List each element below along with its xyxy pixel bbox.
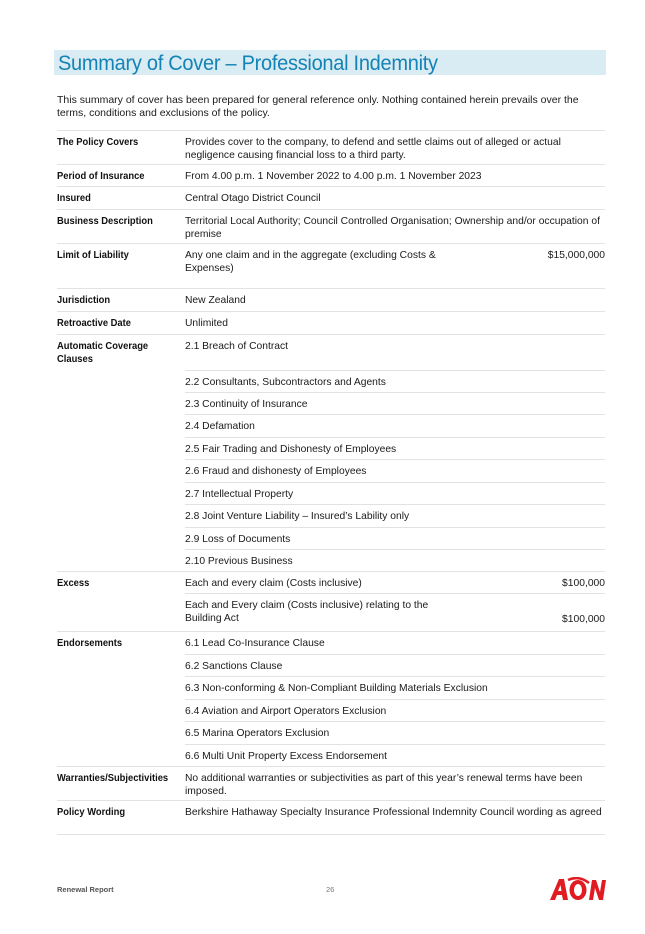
row-value-cell <box>185 550 605 572</box>
table-row <box>57 438 605 460</box>
table-row <box>57 745 605 767</box>
list-item: 2.8 Joint Venture Liability – Insured’s Lability only <box>185 511 410 522</box>
table-row <box>57 483 605 505</box>
list-item: 6.6 Multi Unit Property Excess Endorsement <box>185 751 388 762</box>
table-row <box>57 572 605 594</box>
limit-amount: $15,000,000 <box>547 250 605 261</box>
row-label-cell <box>57 165 185 187</box>
row-label-cell <box>57 393 185 415</box>
table-row <box>57 801 605 835</box>
row-value-cell <box>185 438 605 460</box>
table-row <box>57 187 605 210</box>
list-item: 6.1 Lead Co-Insurance Clause <box>185 638 325 649</box>
aon-logo-mark <box>549 877 607 901</box>
row-label-cell <box>57 505 185 528</box>
row-value-cell <box>185 632 605 655</box>
row-value-cell <box>185 371 605 393</box>
table-row <box>57 767 605 801</box>
row-value-jurisdiction: New Zealand <box>185 295 246 306</box>
row-value-cell <box>185 767 605 801</box>
table-row <box>57 460 605 483</box>
row-label-cell <box>57 722 185 745</box>
row-label-insured: Insured <box>57 193 91 204</box>
table-row <box>57 371 605 393</box>
row-value-cell <box>185 335 605 371</box>
row-value-cell <box>185 801 605 835</box>
row-label-cell <box>57 745 185 767</box>
list-item: 2.5 Fair Trading and Dishonesty of Employees <box>185 444 397 455</box>
row-label-cell <box>57 210 185 244</box>
table-row <box>57 165 605 187</box>
row-value-cell <box>185 165 605 187</box>
excess-description: Each and Every claim (Costs inclusive) relating to the Building Act <box>185 600 429 624</box>
row-value-cell <box>185 460 605 483</box>
excess-amount: $100,000 <box>562 614 605 625</box>
list-item: 2.10 Previous Business <box>185 556 293 567</box>
table-row <box>57 528 605 550</box>
row-label-excess: Excess <box>57 578 90 589</box>
row-value-cell <box>185 677 605 700</box>
row-value-cell <box>185 572 605 594</box>
row-label-cell <box>57 550 185 572</box>
row-value-policy-wording: Berkshire Hathaway Specialty Insurance Professional Indemnity Council wording as agreed <box>185 807 602 818</box>
table-row <box>57 594 605 632</box>
excess-line <box>185 594 605 627</box>
row-label-cell <box>57 460 185 483</box>
excess-amount: $100,000 <box>562 578 605 589</box>
row-label-cell <box>57 767 185 801</box>
row-value-cell <box>185 483 605 505</box>
footer-report-name: Renewal Report <box>57 885 114 894</box>
table-row <box>57 210 605 244</box>
row-label-cell <box>57 131 185 165</box>
table-row <box>57 722 605 745</box>
row-value-cell <box>185 700 605 722</box>
table-row <box>57 131 605 165</box>
excess-line <box>185 572 605 591</box>
list-item: 2.4 Defamation <box>185 421 255 432</box>
row-label-business-description: Business Description <box>57 216 153 227</box>
row-value-cell <box>185 655 605 677</box>
row-value-cell <box>185 393 605 415</box>
list-item: 6.5 Marina Operators Exclusion <box>185 728 330 739</box>
table-row <box>57 312 605 335</box>
row-label-cell <box>57 594 185 632</box>
page-title: Summary of Cover – Professional Indemnity <box>58 51 438 75</box>
row-label-cell <box>57 677 185 700</box>
row-value-cell <box>185 312 605 335</box>
list-item: 6.3 Non-conforming & Non-Compliant Building Materials Exclusion <box>185 683 488 694</box>
table-row <box>57 632 605 655</box>
row-label-cell <box>57 655 185 677</box>
list-item: 2.6 Fraud and dishonesty of Employees <box>185 466 367 477</box>
cover-summary-table <box>57 130 605 835</box>
list-item: 2.7 Intellectual Property <box>185 489 294 500</box>
row-label-period-of-insurance: Period of Insurance <box>57 171 145 182</box>
row-value-cell <box>185 745 605 767</box>
row-label-retroactive-date: Retroactive Date <box>57 318 131 329</box>
row-label-the-policy-covers: The Policy Covers <box>57 137 139 148</box>
row-label-cell <box>57 801 185 835</box>
row-label-cell <box>57 572 185 594</box>
row-label-cell <box>57 483 185 505</box>
row-label-jurisdiction: Jurisdiction <box>57 295 111 306</box>
list-item: 2.1 Breach of Contract <box>185 341 289 352</box>
row-value-cell <box>185 594 605 632</box>
table-row <box>57 700 605 722</box>
row-value-cell <box>185 722 605 745</box>
row-label-cell <box>57 335 185 371</box>
row-label-cell <box>57 528 185 550</box>
row-value-cell <box>185 505 605 528</box>
aon-logo <box>549 877 607 906</box>
row-label-cell <box>57 632 185 655</box>
page-number: 26 <box>326 885 335 894</box>
row-label-cell <box>57 415 185 438</box>
table-row <box>57 655 605 677</box>
row-value-business-description: Territorial Local Authority; Council Controlled Organisation; Ownership and/or occupation of premise <box>185 216 600 240</box>
row-label-warranties-subjectivities: Warranties/Subjectivities <box>57 773 169 784</box>
row-label-cell <box>57 700 185 722</box>
row-label-cell <box>57 312 185 335</box>
row-label-cell <box>57 187 185 210</box>
table-row <box>57 677 605 700</box>
row-value-warranties-subjectivities: No additional warranties or subjectivities as part of this year’s renewal terms have been imposed. <box>185 773 583 797</box>
table-row <box>57 335 605 371</box>
row-value-cell <box>185 289 605 312</box>
row-value-limit-of-liability: Any one claim and in the aggregate (excluding Costs & Expenses) <box>185 250 436 274</box>
limit-line <box>185 244 605 275</box>
row-label-cell <box>57 244 185 289</box>
table-row <box>57 244 605 289</box>
row-label-cell <box>57 289 185 312</box>
intro-paragraph: This summary of cover has been prepared for general reference only. Nothing contained herein prevails over the terms, conditions and exclusions of the policy. <box>57 94 579 119</box>
list-item: 2.3 Continuity of Insurance <box>185 399 308 410</box>
row-value-insured: Central Otago District Council <box>185 193 321 204</box>
list-item: 6.2 Sanctions Clause <box>185 661 283 672</box>
row-label-cell <box>57 371 185 393</box>
table-row <box>57 289 605 312</box>
row-value-cell <box>185 131 605 165</box>
row-label-automatic-coverage-clauses: Automatic Coverage Clauses <box>57 341 149 365</box>
row-value-cell <box>185 244 605 289</box>
row-label-cell <box>57 438 185 460</box>
title-banner <box>54 50 606 75</box>
table-row <box>57 505 605 528</box>
row-label-policy-wording: Policy Wording <box>57 807 126 818</box>
row-value-retroactive-date: Unlimited <box>185 318 228 329</box>
row-value-the-policy-covers: Provides cover to the company, to defend and settle claims out of alleged or actual negligence causing financial loss to a third party. <box>185 137 561 161</box>
table-row <box>57 550 605 572</box>
list-item: 2.9 Loss of Documents <box>185 534 291 545</box>
row-value-cell <box>185 528 605 550</box>
row-value-period-of-insurance: From 4.00 p.m. 1 November 2022 to 4.00 p.m. 1 November 2023 <box>185 171 482 182</box>
excess-description: Each and every claim (Costs inclusive) <box>185 578 362 589</box>
table-row <box>57 393 605 415</box>
row-label-endorsements: Endorsements <box>57 638 123 649</box>
list-item: 6.4 Aviation and Airport Operators Exclusion <box>185 706 387 717</box>
list-item: 2.2 Consultants, Subcontractors and Agents <box>185 377 386 388</box>
row-value-cell <box>185 187 605 210</box>
row-label-limit-of-liability: Limit of Liability <box>57 250 129 261</box>
table-row <box>57 415 605 438</box>
row-value-cell <box>185 415 605 438</box>
row-value-cell <box>185 210 605 244</box>
